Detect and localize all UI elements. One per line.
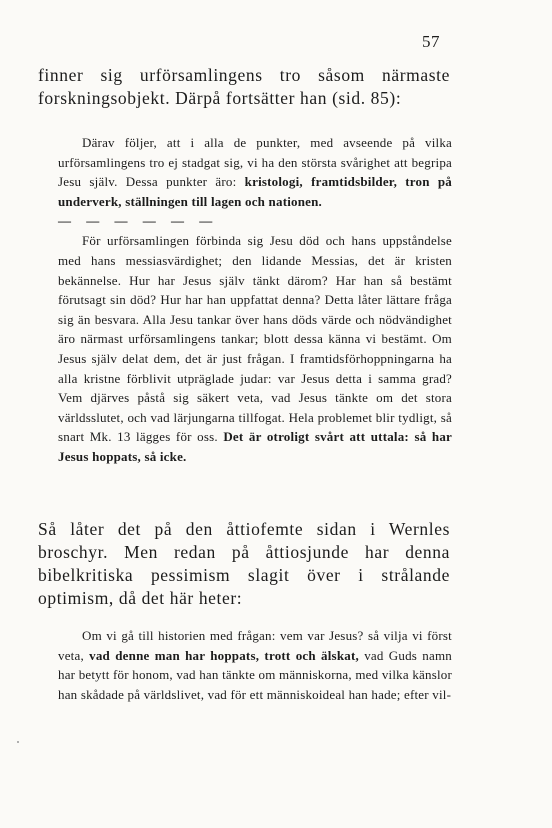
quote2-text-b: vad Guds namn har betytt för honom, vad han tänkte om människorna, med vilka känslor han skådade på världslivet, vad för ett människoideal han hade; efter vil-	[58, 647, 452, 702]
print-speck	[17, 741, 19, 743]
quote1-para2-emphasis: Det är otroligt svårt att uttala: så har Jesus hoppats, så icke.	[58, 429, 452, 464]
quote2-text-a: Om vi gå till historien med frågan: vem var Jesus? så vilja vi först veta,	[58, 628, 452, 663]
body-paragraph-intro	[38, 64, 450, 110]
block-quote-wernle-85	[58, 133, 452, 467]
section-dashes: — — — — — —	[58, 213, 219, 229]
quote1-para2-text: För urförsamlingen förbinda sig Jesu död och hans uppståndelse med hans messiasvärdighet; den lidande Messias, det är kristen bekännelse. Hur har Jesus själv tänkt därom? Har han så bestämt förutsagt sin död? Hur har han uppfattat denna? Detta låter lättare fråga sig än besvara. Alla Jesu tankar över hans döds värde och nödvändighet äro närmast urförsamlingens tankar; blott dessa känna vi bestämt. Om Jesus själv delat dem, det är just frågan. I framtidsförhoppningarna ha alla kristne förblivit utpräglade judar: var Jesus detta i samma grad? Vem djärves påstå sig säkert veta, vad Jesus tänkte om det stora världsslutet, och vad lärjungarna tillfogat. Hela problemet blir tydligt, så snart Mk. 13 lägges för oss.	[58, 233, 452, 445]
body-paragraph-transition	[38, 518, 450, 610]
block-quote-wernle-87	[58, 626, 452, 704]
quote2-emphasis: vad denne man har hoppats, trott och älskat,	[89, 647, 359, 663]
quote1-emphasis: kristologi, framtidsbilder, tron på underverk, ställningen till lagen och nationen.	[58, 174, 452, 209]
page-number: 57	[422, 32, 440, 51]
quote1-text: Därav följer, att i alla de punkter, med avseende på vilka urförsamlingens tro ej stadgat sig, vi ha den största svårighet att begripa Jesu själv. Dessa punkter äro:	[58, 135, 452, 190]
transition-text: Så låter det på den åttiofemte sidan i Wernles broschyr. Men redan på åttiosjunde har denna bibelkritiska pessimism slagit över i strålande optimism, då det här heter:	[38, 519, 450, 608]
intro-text: finner sig urförsamlingens tro såsom närmaste forskningsobjekt. Därpå fortsätter han (sid. 85):	[38, 65, 450, 108]
